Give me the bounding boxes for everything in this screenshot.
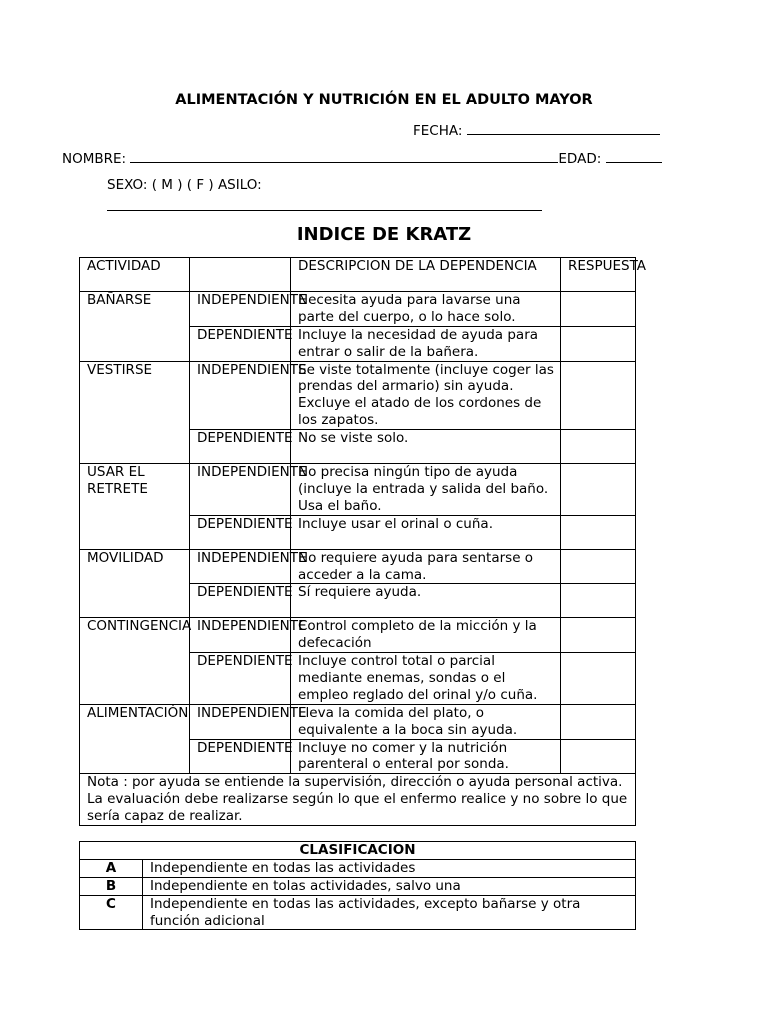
answer-cell[interactable] bbox=[561, 584, 636, 618]
description-cell: Se viste totalmente (incluye coger las prendas del armario) sin ayuda. Excluye el atado de los cordones de los zapatos. bbox=[291, 361, 561, 430]
clasificacion-title: CLASIFICACION bbox=[80, 842, 636, 860]
answer-cell[interactable] bbox=[561, 549, 636, 584]
table-row bbox=[80, 549, 636, 584]
description-cell: Incluye usar el orinal o cuña. bbox=[291, 515, 561, 549]
description-cell: Sí requiere ayuda. bbox=[291, 584, 561, 618]
answer-cell[interactable] bbox=[561, 361, 636, 430]
table-row bbox=[80, 895, 636, 930]
description-cell: No se viste solo. bbox=[291, 430, 561, 464]
level-cell: INDEPENDIENTE bbox=[190, 464, 291, 516]
table-row bbox=[80, 464, 636, 516]
header-descripcion: DESCRIPCION DE LA DEPENDENCIA bbox=[291, 258, 561, 292]
answer-cell[interactable] bbox=[561, 515, 636, 549]
answer-cell[interactable] bbox=[561, 618, 636, 653]
level-cell: INDEPENDIENTE bbox=[190, 549, 291, 584]
level-cell: DEPENDIENTE bbox=[190, 653, 291, 705]
activity-name: USAR EL RETRETE bbox=[80, 464, 190, 550]
activity-name: CONTINGENCIA bbox=[80, 618, 190, 704]
nombre-blank-line[interactable] bbox=[130, 149, 558, 163]
activity-name: BAÑARSE bbox=[80, 292, 190, 362]
document-title: ALIMENTACIÓN Y NUTRICIÓN EN EL ADULTO MAYOR bbox=[175, 92, 593, 108]
activity-name: ALIMENTACIÓN bbox=[80, 704, 190, 774]
answer-cell[interactable] bbox=[561, 326, 636, 361]
header-actividad: ACTIVIDAD bbox=[80, 258, 190, 292]
class-description: Independiente en todas las actividades bbox=[143, 859, 636, 877]
asilo-field[interactable] bbox=[107, 197, 542, 216]
answer-cell[interactable] bbox=[561, 292, 636, 327]
sexo-asilo-row bbox=[107, 177, 262, 194]
description-cell: Control completo de la micción y la defecación bbox=[291, 618, 561, 653]
table-header-row bbox=[80, 258, 636, 292]
level-cell: INDEPENDIENTE bbox=[190, 618, 291, 653]
asilo-blank-line[interactable] bbox=[107, 197, 542, 211]
edad-label: EDAD: bbox=[558, 151, 606, 167]
description-cell: No requiere ayuda para sentarse o acceder a la cama. bbox=[291, 549, 561, 584]
class-letter: C bbox=[80, 895, 143, 930]
class-description: Independiente en tolas actividades, salvo una bbox=[143, 877, 636, 895]
description-cell: Incluye control total o parcial mediante enemas, sondas o el empleo reglado del orinal y/o cuña. bbox=[291, 653, 561, 705]
level-cell: INDEPENDIENTE bbox=[190, 704, 291, 739]
note-text: Nota : por ayuda se entiende la supervisión, dirección o ayuda personal activa. La evaluación debe realizarse según lo que el enfermo realice y no sobre lo que sería capaz de realizar. bbox=[80, 774, 636, 826]
header-respuesta: RESPUESTA bbox=[561, 258, 636, 292]
activity-name: MOVILIDAD bbox=[80, 549, 190, 618]
fecha-blank-line[interactable] bbox=[467, 121, 660, 135]
level-cell: DEPENDIENTE bbox=[190, 515, 291, 549]
header-nivel bbox=[190, 258, 291, 292]
sexo-asilo-label: SEXO: ( M ) ( F ) ASILO: bbox=[107, 177, 262, 193]
clasificacion-table bbox=[79, 841, 636, 930]
level-cell: DEPENDIENTE bbox=[190, 584, 291, 618]
description-cell: Lleva la comida del plato, o equivalente a la boca sin ayuda. bbox=[291, 704, 561, 739]
edad-blank-line[interactable] bbox=[606, 149, 662, 163]
description-cell: No precisa ningún tipo de ayuda (incluye la entrada y salida del baño. Usa el baño. bbox=[291, 464, 561, 516]
nombre-label: NOMBRE: bbox=[62, 151, 131, 167]
table-row bbox=[80, 292, 636, 327]
index-title: INDICE DE KRATZ bbox=[296, 224, 472, 245]
level-cell: DEPENDIENTE bbox=[190, 739, 291, 774]
table-row bbox=[80, 859, 636, 877]
description-cell: Incluye no comer y la nutrición parenteral o enteral por sonda. bbox=[291, 739, 561, 774]
table-row bbox=[80, 618, 636, 653]
fecha-field[interactable] bbox=[413, 121, 660, 140]
answer-cell[interactable] bbox=[561, 739, 636, 774]
answer-cell[interactable] bbox=[561, 653, 636, 705]
kratz-table bbox=[79, 257, 647, 826]
level-cell: INDEPENDIENTE bbox=[190, 292, 291, 327]
class-letter: B bbox=[80, 877, 143, 895]
level-cell: DEPENDIENTE bbox=[190, 430, 291, 464]
description-cell: Necesita ayuda para lavarse una parte del cuerpo, o lo hace solo. bbox=[291, 292, 561, 327]
class-description: Independiente en todas las actividades, excepto bañarse y otra función adicional bbox=[143, 895, 636, 930]
level-cell: DEPENDIENTE bbox=[190, 326, 291, 361]
note-row bbox=[80, 774, 636, 826]
answer-cell[interactable] bbox=[561, 464, 636, 516]
description-cell: Incluye la necesidad de ayuda para entrar o salir de la bañera. bbox=[291, 326, 561, 361]
class-letter: A bbox=[80, 859, 143, 877]
clasificacion-header-row bbox=[80, 842, 636, 860]
answer-cell[interactable] bbox=[561, 704, 636, 739]
fecha-label: FECHA: bbox=[413, 123, 467, 139]
table-row bbox=[80, 704, 636, 739]
nombre-edad-row bbox=[62, 149, 662, 168]
answer-cell[interactable] bbox=[561, 430, 636, 464]
activity-name: VESTIRSE bbox=[80, 361, 190, 464]
table-row bbox=[80, 877, 636, 895]
level-cell: INDEPENDIENTE bbox=[190, 361, 291, 430]
table-row bbox=[80, 361, 636, 430]
